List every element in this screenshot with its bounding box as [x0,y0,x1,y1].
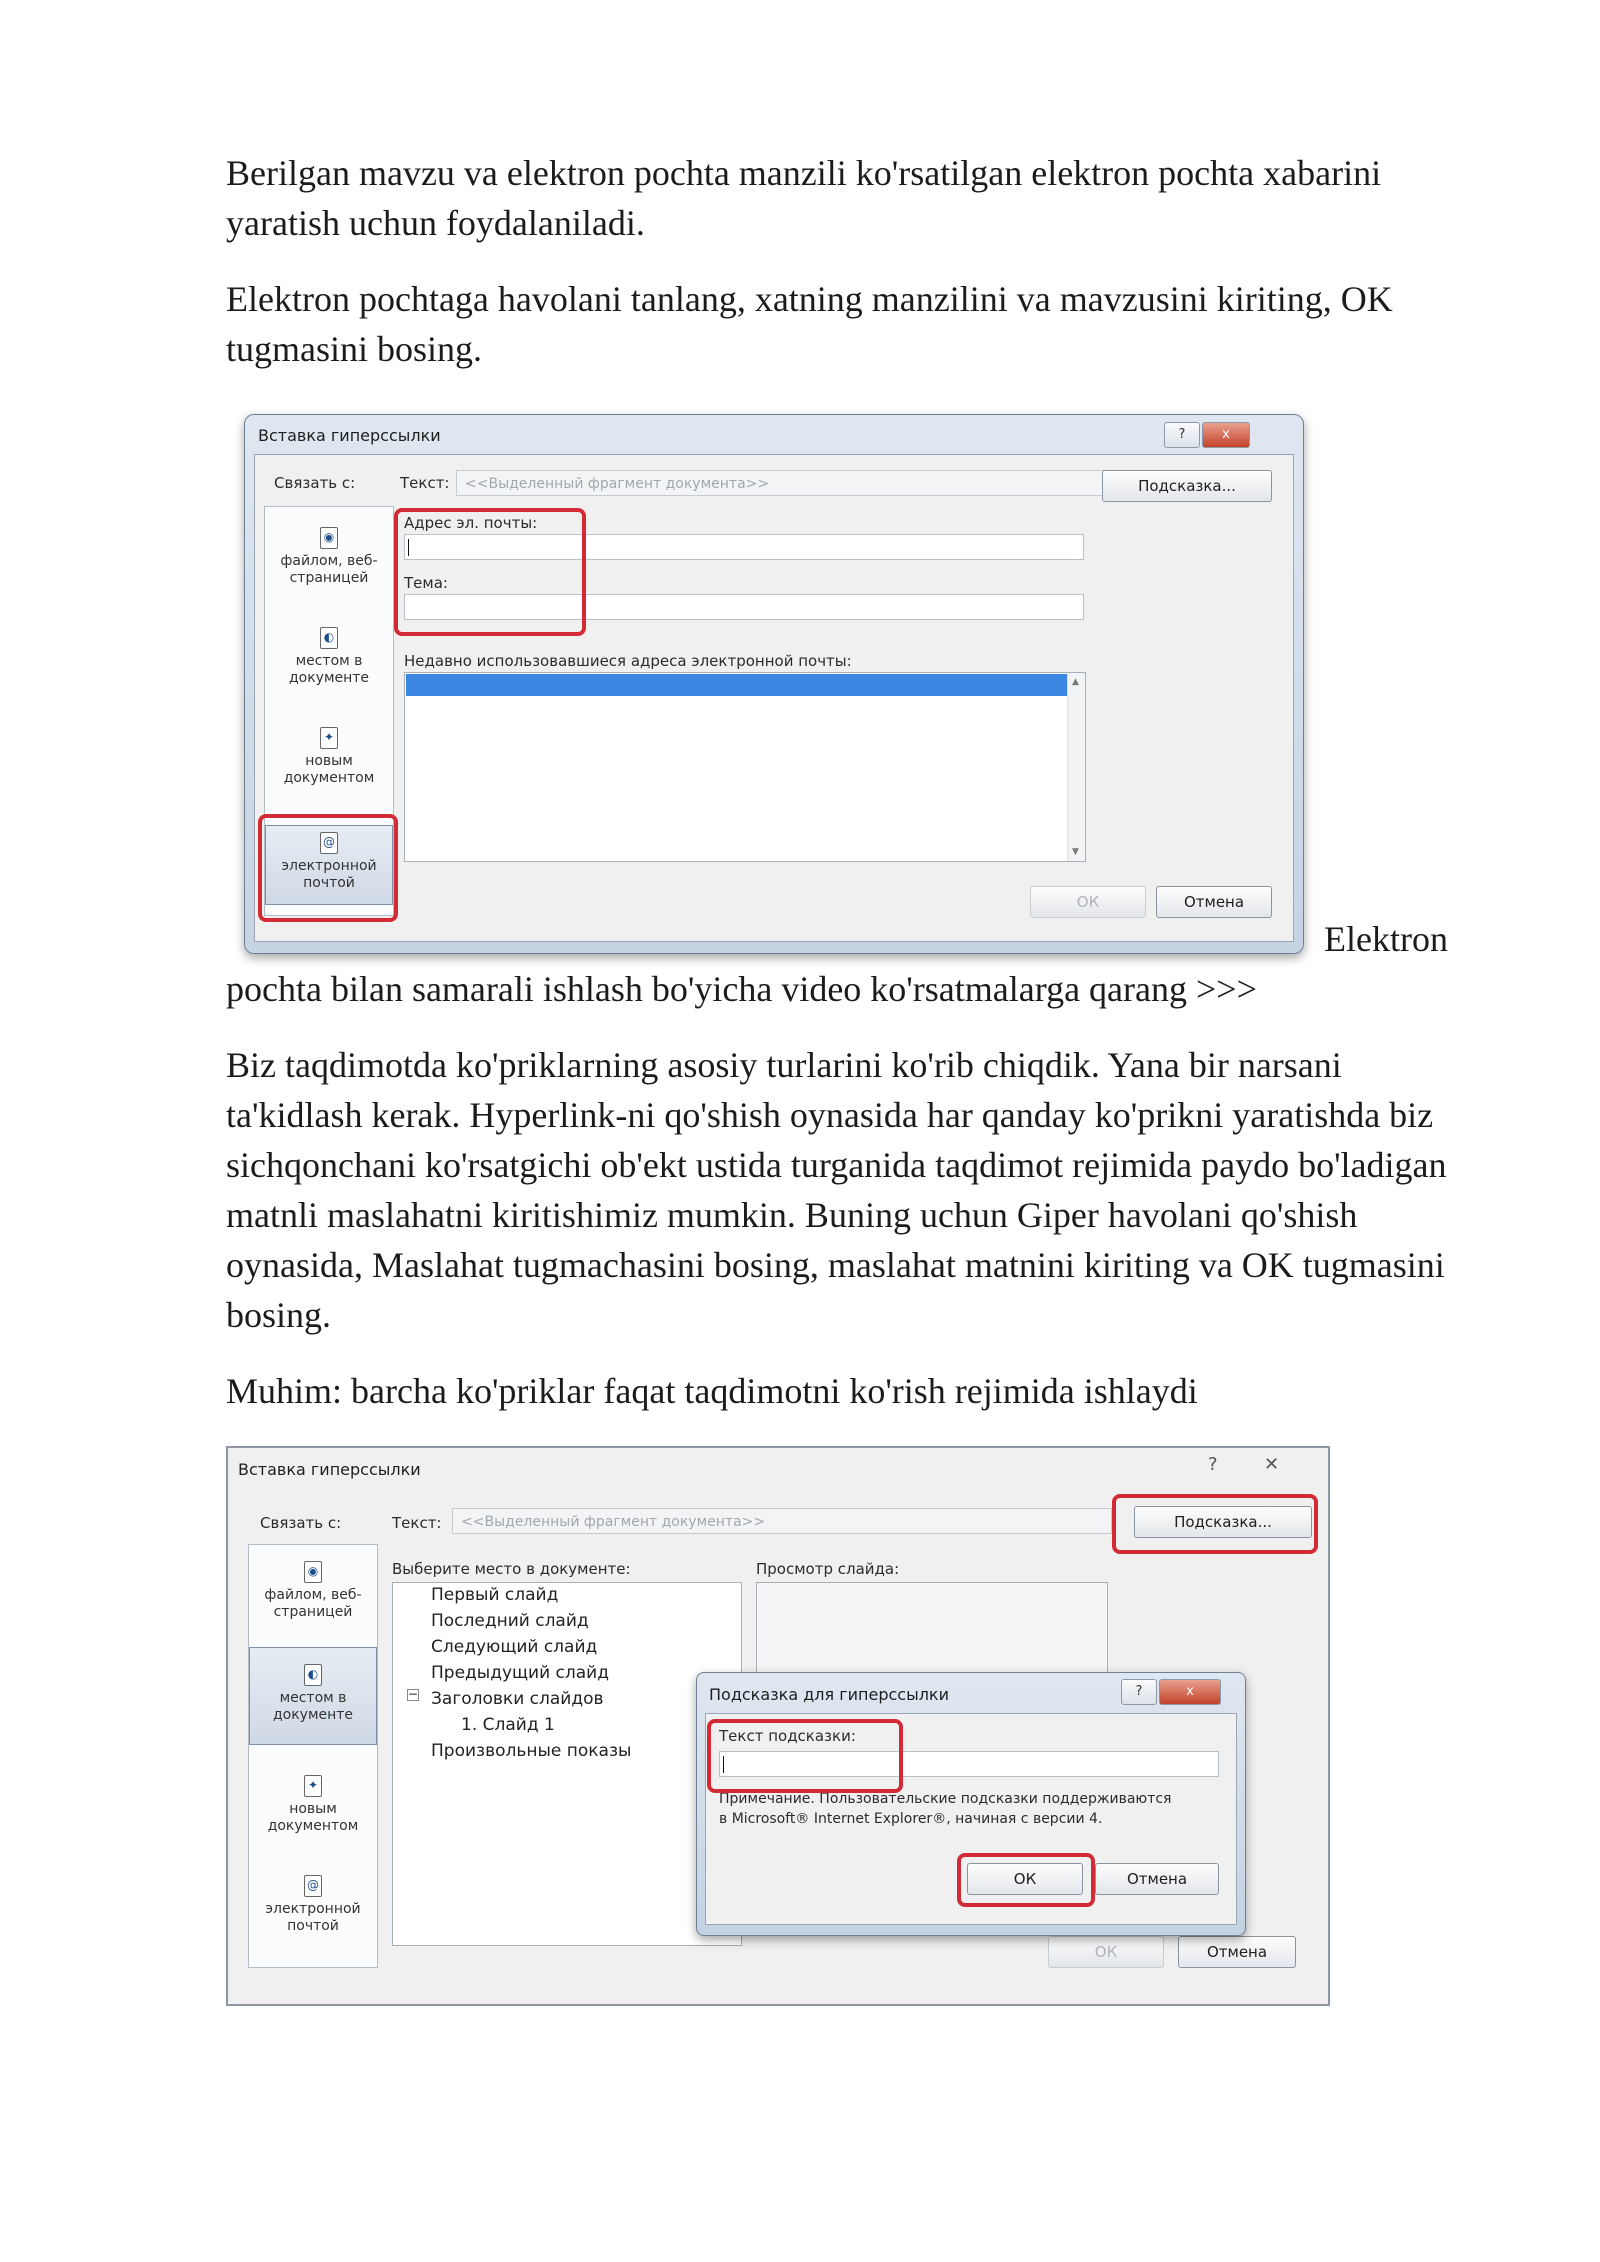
paragraph-5: Muhim: barcha ko'priklar faqat taqdimotni ko'rish rejimida ishlaydi [226,1371,1198,1411]
close-button[interactable]: x [1202,422,1250,448]
dialog-title: Вставка гиперссылки [258,426,441,445]
cancel-button[interactable]: Отмена [1178,1936,1296,1968]
tooltip-button[interactable]: Подсказка... [1134,1506,1312,1538]
sidebar-item-place-in-document[interactable]: ◐ местом в документе [249,1647,377,1745]
place-in-document-icon: ◐ [304,1664,322,1686]
text-field[interactable]: <<Выделенный фрагмент документа>> [456,470,1136,496]
tooltip-text-label: Текст подсказки: [719,1727,856,1745]
highlight-tooltip-text-field [707,1719,903,1793]
help-button[interactable]: ? [1164,422,1200,448]
help-button[interactable]: ? [1208,1454,1218,1475]
figure-1-block [226,414,1466,964]
tooltip-note-line-2: в Microsoft® Internet Explorer®, начиная с версии 4. [719,1811,1103,1827]
tooltip-dialog-title: Подсказка для гиперссылки [709,1685,949,1704]
cancel-button[interactable]: Отмена [1156,886,1272,918]
text-field[interactable]: <<Выделенный фрагмент документа>> [452,1508,1112,1534]
tooltip-button[interactable]: Подсказка... [1102,470,1272,502]
scroll-up-icon[interactable]: ▲ [1072,677,1079,687]
sidebar-item-new-document[interactable]: ✦ новым документом [249,1775,377,1835]
slide-tree[interactable] [392,1582,742,1946]
tooltip-note-line-1: Примечание. Пользовательские подсказки поддерживаются [719,1791,1172,1807]
sidebar-item-file-web[interactable]: ◉ файлом, веб- страницей [249,1561,377,1621]
web-page-icon: ◉ [304,1561,322,1583]
place-in-document-label: Выберите место в документе: [392,1560,631,1578]
selected-list-row[interactable] [406,674,1067,696]
tree-item-last-slide[interactable]: Последний слайд [431,1611,589,1631]
scroll-down-icon[interactable]: ▼ [1072,847,1079,857]
document-body [226,148,1466,2006]
email-icon: @ [304,1875,322,1897]
ok-button[interactable]: ОК [1030,886,1146,918]
tree-item-slide-1[interactable]: 1. Слайд 1 [461,1715,555,1735]
highlight-tooltip-ok-button [957,1853,1095,1907]
paragraph-4: Biz taqdimotda ko'priklarning asosiy turlarini ko'rib chiqdik. Yana bir narsani ta'kidlash kerak. Hyperlink-ni qo'shish oynasida har qanday ko'prikni yaratishda biz sichqonchani ko'rsatgichi ob'ekt ustida turganida taqdimot rejimida paydo bo'ladigan matnli maslahatni kiritishimiz mumkin. Buning uchun Giper havolani qo'shish oynasida, Maslahat tugmachasini bosing, maslahat matnini kiriting va OK tugmasini bosing. [226,1045,1447,1335]
subject-label: Тема: [404,574,448,592]
highlight-tooltip-button [1112,1494,1318,1554]
text-label: Текст: [392,1514,442,1532]
tree-collapse-icon[interactable]: − [408,1687,419,1701]
place-in-document-icon: ◐ [320,627,338,649]
new-document-icon: ✦ [320,727,338,749]
web-page-icon: ◉ [320,527,338,549]
sidebar-item-email[interactable]: @ электронной почтой [249,1875,377,1935]
sidebar-item-place-in-document[interactable]: ◐ местом в документе [265,627,393,687]
tree-item-next-slide[interactable]: Следующий слайд [431,1637,598,1657]
sidebar-item-file-web[interactable]: ◉ файлом, веб- страницей [265,527,393,587]
recent-addresses-list[interactable] [404,672,1086,862]
paragraph-1: Berilgan mavzu va elektron pochta manzili ko'rsatilgan elektron pochta xabarini yaratish uchun foydalaniladi. [226,153,1382,243]
slide-preview-label: Просмотр слайда: [756,1560,900,1578]
sidebar-item-new-document[interactable]: ✦ новым документом [265,727,393,787]
paragraph-3-continuation: pochta bilan samarali ishlash bo'yicha video ko'rsatmalarga qarang >>> [226,969,1257,1009]
new-document-icon: ✦ [304,1775,322,1797]
email-address-label: Адрес эл. почты: [404,514,538,532]
tree-item-previous-slide[interactable]: Предыдущий слайд [431,1663,609,1683]
close-button[interactable]: ✕ [1264,1454,1280,1475]
paragraph-3-inline-start: Elektron [1324,919,1448,959]
tooltip-ok-button[interactable]: ОК [967,1863,1083,1895]
tooltip-help-button[interactable]: ? [1121,1679,1157,1705]
sidebar-item-email[interactable]: @ электронной почтой [265,825,393,905]
highlight-email-sidebar-item [258,814,398,922]
link-type-sidebar [248,1544,378,1968]
highlight-email-subject-fields [394,508,586,636]
ok-button[interactable]: ОК [1048,1936,1164,1968]
link-to-label: Связать с: [274,474,356,492]
email-icon: @ [320,832,338,854]
text-label: Текст: [400,474,450,492]
tree-item-custom-shows[interactable]: Произвольные показы [431,1741,632,1761]
hyperlink-dialog-email [244,414,1304,954]
tooltip-dialog [696,1672,1246,1936]
dialog-title: Вставка гиперссылки [238,1460,421,1479]
tree-item-first-slide[interactable]: Первый слайд [431,1585,559,1605]
list-scrollbar[interactable] [1067,673,1085,861]
paragraph-2: Elektron pochtaga havolani tanlang, xatning manzilini va mavzusini kiriting, OK tugmasini bosing. [226,279,1393,369]
tooltip-cancel-button[interactable]: Отмена [1095,1863,1219,1895]
tree-item-slide-titles[interactable]: Заголовки слайдов [431,1689,604,1709]
recent-addresses-label: Недавно использовавшиеся адреса электронной почты: [404,652,852,670]
tooltip-close-button[interactable]: x [1159,1679,1221,1705]
hyperlink-dialog-place [226,1446,1330,2006]
link-to-label: Связать с: [260,1514,342,1532]
